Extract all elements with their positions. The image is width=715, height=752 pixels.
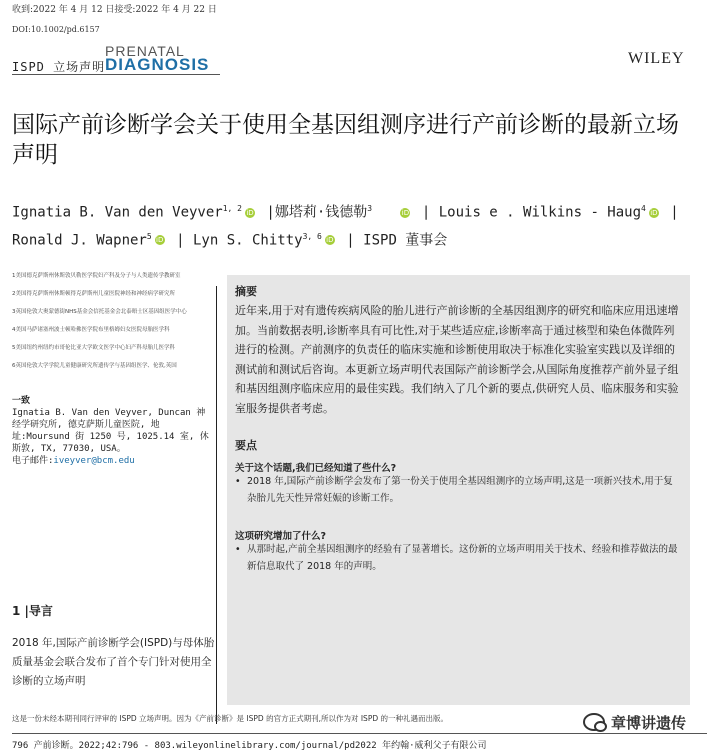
author-name[interactable]: Lyn S. Chitty: [193, 232, 303, 249]
author-sep: |: [670, 204, 679, 221]
key-question-1: 关于这个话题,我们已经知道了些什么?: [235, 463, 397, 474]
orcid-icon[interactable]: iD: [156, 236, 164, 245]
article-title: 国际产前诊断学会关于使用全基因组测序进行产前诊断的最新立场声明: [12, 112, 679, 168]
orcid-icon[interactable]: iD: [401, 208, 410, 217]
header-rule: [12, 74, 220, 75]
author-list: [12, 197, 702, 252]
chat-icon: [583, 713, 605, 731]
affiliation: 5美国纽约州纽约市哥伦比亚大学欧文医学中心妇产科母胎儿医学科: [12, 345, 176, 351]
correspondence-text: Ignatia B. Van den Veyver, Duncan 神经学研究所, 德克萨斯儿童医院, 地址:Moursund 街 1250 号, 1025.14 室, 休斯敦, TX, 77030, USA。: [12, 408, 209, 454]
email-label: 电子邮件:: [12, 456, 54, 466]
watermark-text: 章博讲遗传: [611, 713, 687, 732]
intro-line: 诊断的立场声明: [12, 675, 86, 687]
article-type: ISPD 立场声明: [12, 60, 106, 74]
affiliation: 2美国得克萨斯州休斯顿得克萨斯州儿童医院神经和神经病学研究所: [12, 291, 176, 297]
author-sep: |: [421, 204, 431, 221]
key-point-1: [235, 473, 682, 507]
section-heading: 1 |导言: [12, 604, 53, 618]
key-point-text: 2018 年,国际产前诊断学会发布了第一份关于使用全基因组测序的立场声明,这是一项新兴技术,用于复杂胎儿先天性异常妊娠的诊断工作。: [247, 476, 673, 504]
orcid-icon[interactable]: iD: [246, 208, 254, 217]
author-group[interactable]: ISPD 董事会: [363, 232, 448, 249]
publisher-logo: WILEY: [628, 50, 685, 67]
doi[interactable]: DOI:10.1002/pd.6157: [12, 25, 100, 34]
bullet: •: [235, 476, 241, 487]
key-point-text: 从那时起,产前全基因组测序的经验有了显著增长。这份新的立场声明用关于技术、经验和推荐做法的最新信息取代了 2018 年的声明。: [247, 544, 678, 572]
key-points-heading: 要点: [235, 439, 257, 452]
orcid-icon[interactable]: iD: [326, 236, 334, 245]
affiliation: 1美国德克萨斯州休斯敦贝勒医学院妇产科及分子与人类遗传学教研室: [12, 273, 181, 279]
author-name[interactable]: 娜塔莉·钱德勒: [274, 204, 368, 221]
affil-sup: 3: [367, 204, 373, 213]
key-point-2: [235, 541, 682, 575]
affil-sup: 3, 6: [302, 231, 322, 241]
author-name[interactable]: Ronald J. Wapner: [12, 232, 147, 249]
affiliation: 6英国伦敦大学学院儿童健康研究所遗传学与基因组医学、伦敦,英国: [12, 363, 177, 369]
orcid-icon[interactable]: iD: [650, 208, 658, 217]
abstract-text: 近年来,用于对有遗传疾病风险的胎儿进行产前诊断的全基因组测序的研究和临床应用迅速增加。当前数据表明,诊断率具有可比性,对于某些适应症,诊断率高于通过核型和染色体微阵列进行的检测。产前测序的负责任的临床实施和诊断使用取决于标准化实验室实践以及详细的测试前和测试后咨询。本更新立场声明代表国际产前诊断学会,从国际角度推荐产前外显子组和基因组测序临床应用的最佳实践。我们纳入了几个新的要点,供研究人员、临床服务和实验室服务提供者考虑。: [235, 304, 679, 415]
affiliation-list: [12, 267, 212, 375]
journal-logo-bottom: DIAGNOSIS: [105, 55, 210, 74]
affil-sup: 1, 2: [222, 204, 242, 213]
affiliation: 4美国马萨诸塞州波士顿哈佛医学院布里格姆妇女医院母胎医学科: [12, 327, 170, 333]
key-question-2: 这项研究增加了什么?: [235, 531, 327, 542]
received-dates: 收到:2022 年 4 月 12 日接受:2022 年 4 月 22 日: [12, 5, 217, 15]
correspondence-heading: 一致: [12, 396, 31, 406]
affil-sup: 5: [146, 231, 152, 241]
email-link[interactable]: iveyver@bcm.edu: [53, 456, 135, 466]
intro-line: 质量基金会联合发布了首个专门针对使用全: [12, 656, 212, 668]
author-name[interactable]: Ignatia B. Van den Veyver: [12, 204, 223, 221]
author-sep: |: [176, 232, 185, 249]
author-name[interactable]: Louis e . Wilkins - Haug: [438, 204, 642, 221]
intro-line: 2018 年,国际产前诊断学会(ISPD)与母体胎: [12, 637, 215, 649]
bullet: •: [235, 544, 241, 555]
footnote: 这是一份未经本期刊同行评审的 ISPD 立场声明。因为《产前诊断》是 ISPD 的官方正式期刊,所以作为对 ISPD 的一种礼遇而出版。: [12, 714, 448, 723]
journal-logo-top: PRENATAL: [105, 43, 185, 59]
intro-text: [12, 634, 222, 694]
abstract-heading: 摘要: [235, 285, 257, 298]
page-footer: 796 产前诊断。2022;42:796 - 803.wileyonlinelibrary.com/journal/pd2022 年约翰·威利父子有限公司: [12, 741, 487, 751]
author-sep: |: [346, 232, 355, 249]
correspondence: [12, 407, 212, 467]
author-sep: |: [266, 204, 275, 221]
affil-sup: 4: [641, 204, 646, 213]
watermark: [583, 710, 686, 734]
affiliation: 3英国伦敦大奥蒙德街NHS基金会信托基金会北泰晤士区基因组医学中心: [12, 309, 187, 315]
abstract-box: [227, 275, 690, 705]
